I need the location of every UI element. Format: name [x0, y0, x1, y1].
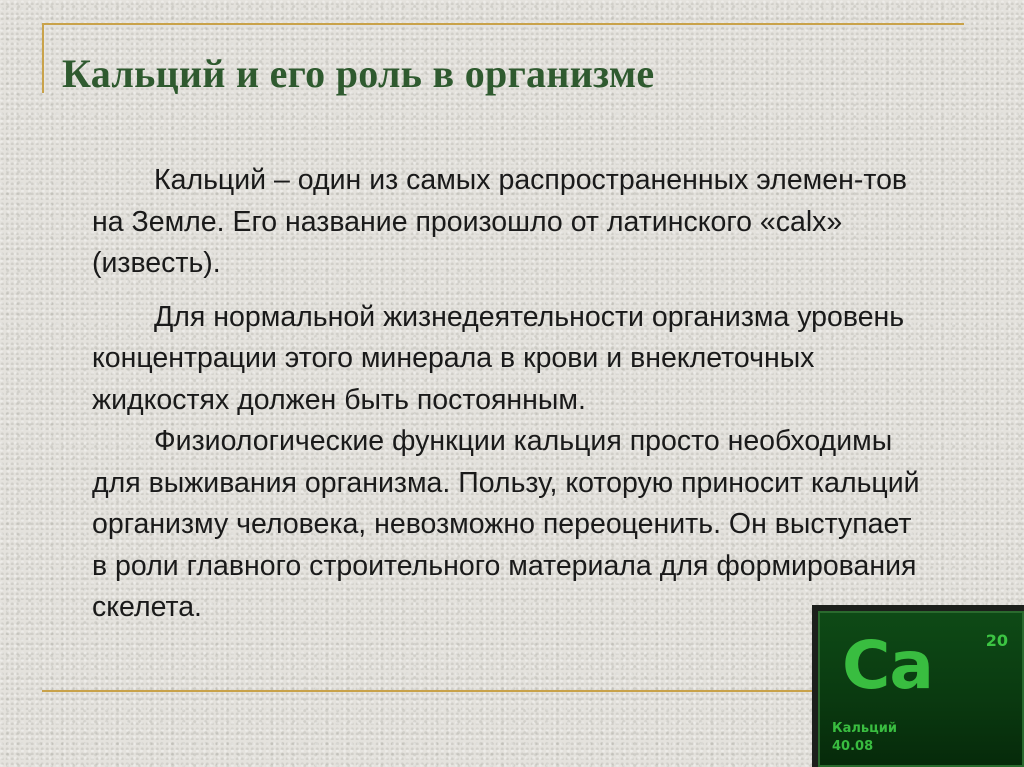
paragraph-1: Кальций – один из самых распространенных элемен-тов на Земле. Его название произошло от латинского «calx» (известь).: [92, 164, 908, 279]
atomic-number: 20: [985, 631, 1008, 650]
slide-body: [92, 160, 932, 629]
slide-title: Кальций и его роль в организме: [62, 51, 655, 96]
top-divider: [42, 23, 964, 25]
bottom-divider: [42, 690, 812, 692]
paragraph-2: Для нормальной жизнедеятельности организма уровень концентрации этого минерала в крови и внеклеточных жидкостях должен быть постоянным.: [92, 300, 905, 416]
atomic-mass: 40.08: [832, 739, 874, 754]
element-tile-face: [818, 611, 1024, 767]
left-divider: [42, 23, 44, 93]
element-name: Кальций: [832, 721, 897, 736]
calcium-element-tile: [812, 605, 1024, 767]
paragraph-3: Физиологические функции кальция просто необходимы для выживания организма. Пользу, которую приносит кальций организму человека, невозможно переоценить. Он выступает в роли главного строительного материала для формирования скелета.: [92, 425, 920, 623]
element-symbol: Ca: [842, 627, 933, 704]
